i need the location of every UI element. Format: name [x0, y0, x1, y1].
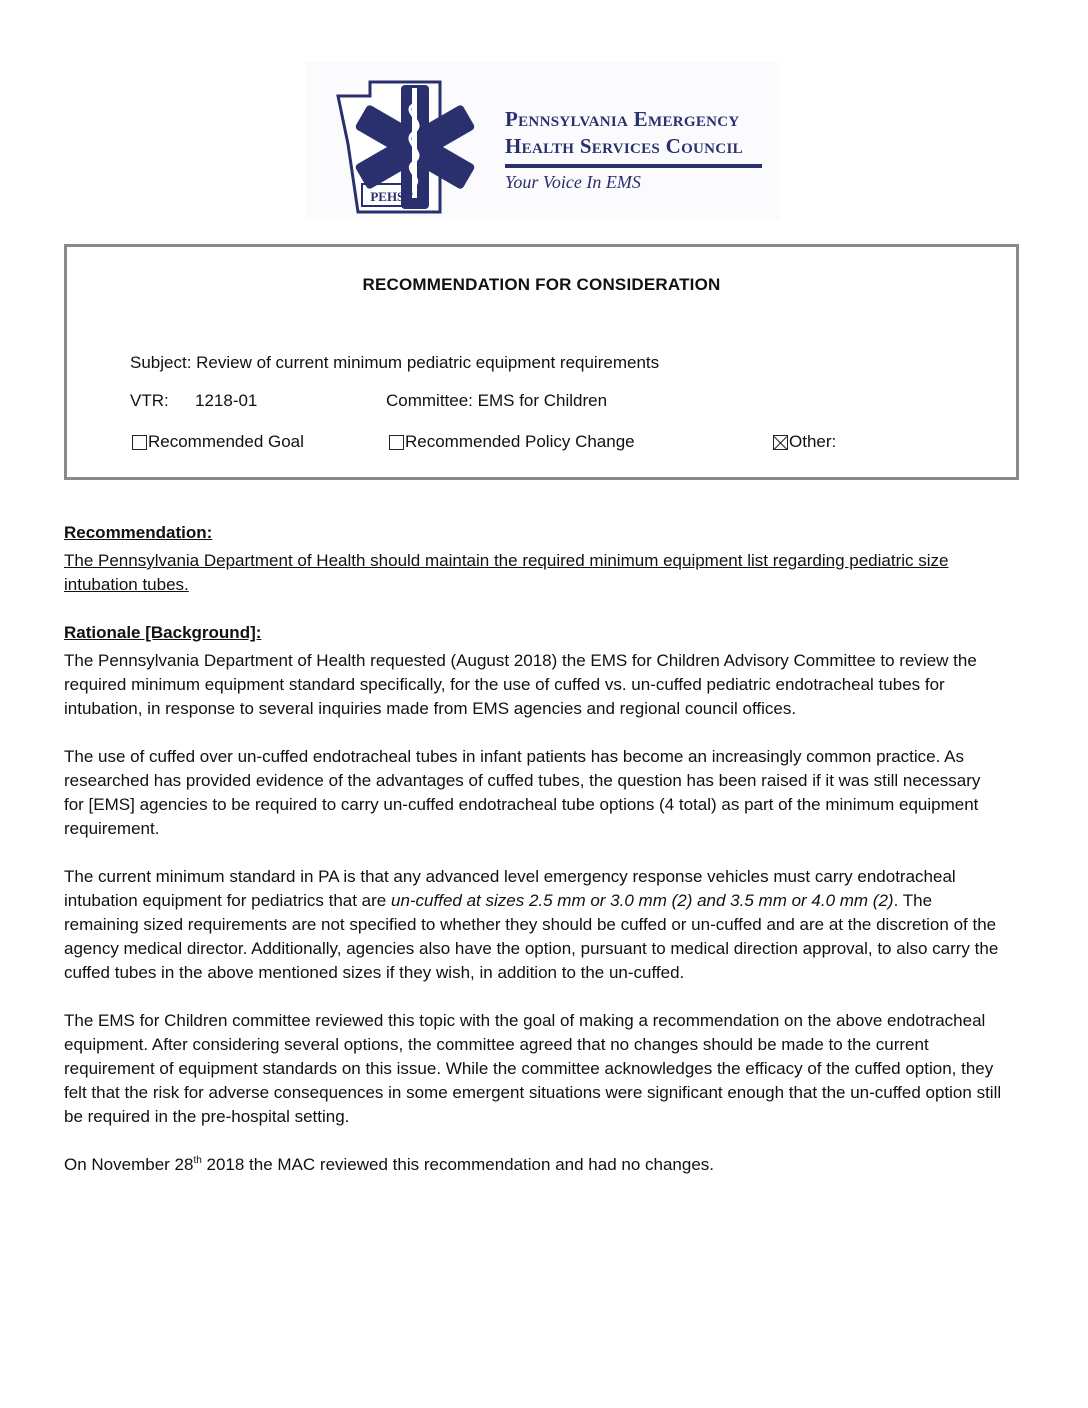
- unchecked-box-icon[interactable]: [132, 435, 147, 450]
- final-text-cont: 2018 the MAC reviewed this recommendation and had no changes.: [201, 1155, 714, 1174]
- vtr-value: 1218-01: [195, 391, 258, 410]
- rationale-paragraph-2: The use of cuffed over un-cuffed endotracheal tubes in infant patients has become an increasingly common practice. As researched has provided evidence of the advantages of cuffed tubes, the question has been raised if it was still necessary for [EMS] agencies to be required to carry un-cuffed endotracheal tube options (4 total) as part of the minimum equipment requirement.: [64, 747, 981, 838]
- final-text: On November 28: [64, 1155, 194, 1174]
- recommendation-form-box: [64, 244, 1019, 480]
- checkbox-label: Recommended Policy Change: [405, 432, 635, 451]
- org-name-line2: Health Services Council: [505, 134, 743, 158]
- recommendation-heading: Recommendation:: [64, 523, 213, 542]
- checkbox-other[interactable]: [773, 432, 836, 452]
- para3-italic-sizes: un-cuffed at sizes 2.5 mm or 3.0 mm (2) and 3.5 mm or 4.0 mm (2): [390, 891, 894, 910]
- checkbox-label: Other:: [789, 432, 837, 451]
- logo-divider: [505, 164, 762, 168]
- rationale-paragraph-3: [64, 865, 1004, 985]
- rationale-paragraph-4: The EMS for Children committee reviewed this topic with the goal of making a recommendation on the above endotracheal equipment. After considering several options, the committee agreed that no changes should be made to the current requirement of equipment standards on this issue. While the committee acknowledges the efficacy of the cuffed option, they felt that the risk for adverse consequences in some emergent situations were significant enough that the un-cuffed option still be required in the pre-hospital setting.: [64, 1011, 1002, 1126]
- logo-tagline: Your Voice In EMS: [505, 172, 641, 192]
- subject-line: Subject: Review of current minimum pediatric equipment requirements: [130, 353, 660, 372]
- vtr-label: VTR:: [130, 391, 169, 410]
- committee-line: Committee: EMS for Children: [386, 391, 608, 410]
- unchecked-box-icon[interactable]: [389, 435, 404, 450]
- org-name-line1: Pennsylvania Emergency: [505, 107, 740, 131]
- mac-review-statement: [64, 1153, 1004, 1177]
- checked-box-icon[interactable]: [773, 435, 788, 450]
- checkbox-recommended-goal[interactable]: [132, 432, 304, 452]
- rationale-heading: Rationale [Background]:: [64, 623, 262, 642]
- ordinal-suffix: th: [193, 1155, 202, 1166]
- para3-text: The current minimum standard in PA is that any advanced level emergency response vehicles must carry endotracheal intubation equipment for pediatrics that are: [64, 867, 956, 910]
- star-of-life-icon: [330, 74, 500, 214]
- document-body: [64, 521, 1004, 1177]
- checkbox-recommended-policy-change[interactable]: [389, 432, 635, 452]
- rationale-paragraph-1: The Pennsylvania Department of Health requested (August 2018) the EMS for Children Advisory Committee to review the required minimum equipment standard specifically, for the use of cuffed vs. un-cuffed pediatric endotracheal tubes for intubation, in response to several inquiries made from EMS agencies and regional council offices.: [64, 651, 977, 718]
- para3-text-cont: . The remaining sized requirements are not specified to whether they should be cuffed or un-cuffed and are at the discretion of the agency medical director. Additionally, agencies also have the option, pursuant to medical direction approval, to also carry the cuffed tubes in the above mentioned sizes if they wish, in addition to the un-cuffed.: [64, 891, 999, 982]
- checkbox-label: Recommended Goal: [148, 432, 304, 451]
- svg-text:PEHSC: PEHSC: [370, 189, 414, 204]
- recommendation-text: The Pennsylvania Department of Health should maintain the required minimum equipment list regarding pediatric size intubation tubes.: [64, 551, 949, 594]
- pehsc-logo: [305, 62, 780, 220]
- logo-wordmark: [505, 106, 762, 193]
- form-title: RECOMMENDATION FOR CONSIDERATION: [362, 275, 721, 294]
